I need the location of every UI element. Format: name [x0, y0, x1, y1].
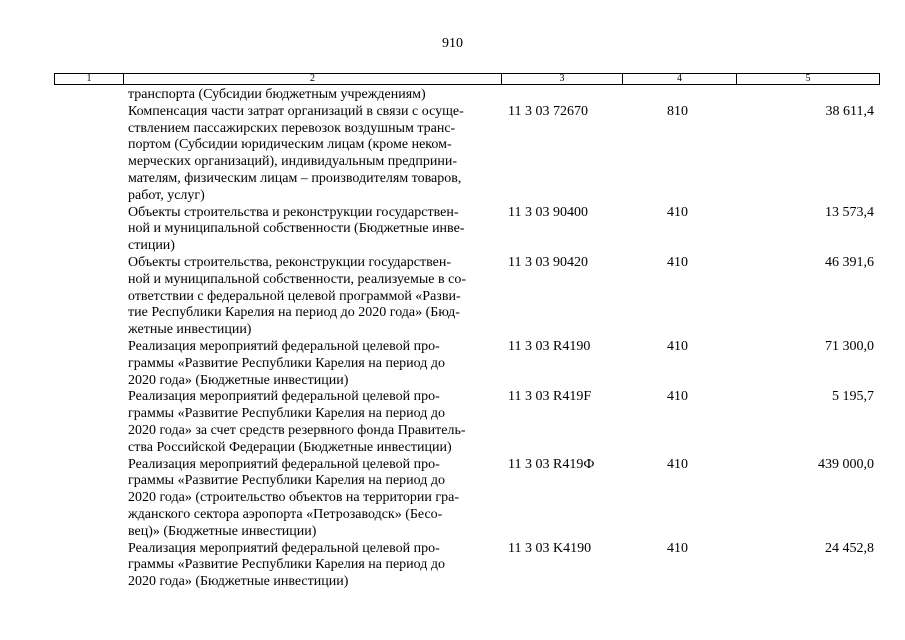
- description-line: 2020 года» за счет средств резервного фонда Правитель-: [128, 422, 466, 438]
- row-expense-type: 410: [667, 456, 688, 472]
- row-code: 11 3 03 72670: [508, 103, 588, 119]
- description-line: Реализация мероприятий федеральной целевой про-: [128, 456, 440, 472]
- description-line: ства Российской Федерации (Бюджетные инвестиции): [128, 439, 452, 455]
- table-row: [0, 541, 905, 591]
- description-line: ной и муниципальной собственности (Бюджетные инве-: [128, 221, 465, 237]
- row-code: 11 3 03 R419F: [508, 389, 592, 405]
- header-col-3: 3: [502, 74, 623, 84]
- description-line: жетные инвестиции): [128, 322, 252, 338]
- description-line: граммы «Развитие Республики Карелия на период до: [128, 406, 446, 422]
- row-code: 11 3 03 90420: [508, 254, 588, 270]
- description-line: Реализация мероприятий федеральной целевой про-: [128, 338, 440, 354]
- description-line: граммы «Развитие Республики Карелия на период до: [128, 355, 446, 371]
- description-line: 2020 года» (строительство объектов на территории гра-: [128, 490, 459, 506]
- row-description: [128, 87, 498, 104]
- row-description: [128, 541, 498, 591]
- description-line: Реализация мероприятий федеральной целевой про-: [128, 389, 440, 405]
- description-line: 2020 года» (Бюджетные инвестиции): [128, 372, 349, 388]
- row-amount: 71 300,0: [825, 338, 874, 354]
- description-line: ной и муниципальной собственности, реализуемые в со-: [128, 271, 466, 287]
- row-expense-type: 410: [667, 338, 688, 354]
- row-description: [128, 339, 498, 389]
- description-line: граммы «Развитие Республики Карелия на период до: [128, 557, 446, 573]
- table-row: [0, 205, 905, 255]
- header-col-1: 1: [55, 74, 124, 84]
- description-line: граммы «Развитие Республики Карелия на период до: [128, 473, 446, 489]
- header-col-2: 2: [124, 74, 502, 84]
- header-col-4: 4: [623, 74, 737, 84]
- row-description: [128, 389, 498, 456]
- description-line: транспорта (Субсидии бюджетным учреждениям): [128, 87, 426, 102]
- row-expense-type: 410: [667, 254, 688, 270]
- row-code: 11 3 03 90400: [508, 204, 588, 220]
- row-description: [128, 104, 498, 205]
- table-row: [0, 457, 905, 541]
- header-col-5: 5: [805, 73, 811, 84]
- row-amount: 24 452,8: [825, 540, 874, 556]
- description-line: Объекты строительства, реконструкции государствен-: [128, 254, 451, 270]
- description-line: ствлением пассажирских перевозок воздушным транс-: [128, 120, 456, 136]
- description-line: стиции): [128, 238, 175, 254]
- description-line: Объекты строительства и реконструкции государствен-: [128, 204, 459, 220]
- row-expense-type: 410: [667, 389, 688, 405]
- row-code: 11 3 03 K4190: [508, 540, 592, 556]
- description-line: жданского сектора аэропорта «Петрозаводск» (Бесо-: [128, 506, 443, 522]
- table-header: [54, 73, 880, 85]
- description-line: 2020 года» (Бюджетные инвестиции): [128, 574, 349, 590]
- row-amount: 13 573,4: [825, 204, 874, 220]
- row-expense-type: 410: [667, 204, 688, 220]
- description-line: Компенсация части затрат организаций в связи с осуще-: [128, 103, 464, 119]
- row-amount: 5 195,7: [832, 389, 874, 405]
- row-description: [128, 255, 498, 339]
- description-line: работ, услуг): [128, 187, 205, 203]
- table-row: [0, 255, 905, 339]
- row-code: 11 3 03 R4190: [508, 338, 591, 354]
- row-expense-type: 410: [667, 540, 688, 556]
- row-amount: 46 391,6: [825, 254, 874, 270]
- table-row: [0, 104, 905, 205]
- row-amount: 38 611,4: [825, 103, 874, 119]
- page-number: 910: [442, 36, 463, 51]
- description-line: мателям, физическим лицам – производителям товаров,: [128, 170, 462, 186]
- row-amount: 439 000,0: [818, 456, 874, 472]
- row-code: 11 3 03 R419Ф: [508, 456, 595, 472]
- description-line: вец)» (Бюджетные инвестиции): [128, 523, 317, 539]
- table-row-continuation: [0, 87, 905, 104]
- description-line: портом (Субсидии юридическим лицам (кроме неком-: [128, 137, 452, 153]
- description-line: ответствии с федеральной целевой программой «Разви-: [128, 288, 461, 304]
- table-row: [0, 389, 905, 456]
- description-line: Реализация мероприятий федеральной целевой про-: [128, 540, 440, 556]
- row-expense-type: 810: [667, 103, 688, 119]
- description-line: мерческих организаций), индивидуальным предприни-: [128, 154, 458, 170]
- row-description: [128, 457, 498, 541]
- row-description: [128, 205, 498, 255]
- table-row: [0, 339, 905, 389]
- table-body: [0, 87, 905, 591]
- description-line: тие Республики Карелия на период до 2020 года» (Бюд-: [128, 305, 460, 321]
